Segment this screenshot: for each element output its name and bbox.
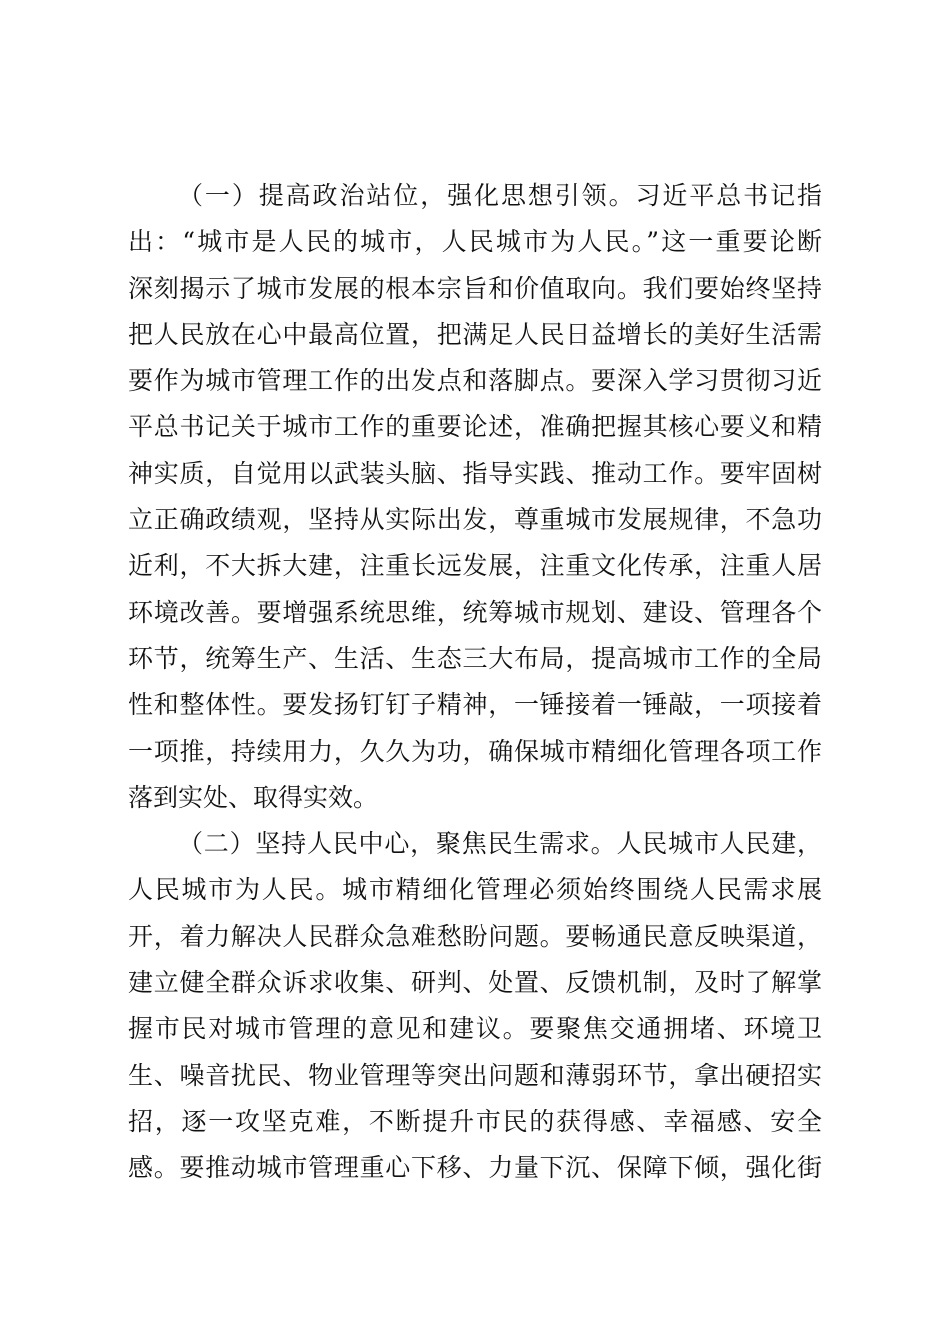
paragraph-line: 建立健全群众诉求收集、研判、处置、反馈机制，及时了解掌	[128, 968, 822, 998]
paragraph-line: 生、噪音扰民、物业管理等突出问题和薄弱环节，拿出硬招实	[128, 1060, 822, 1090]
paragraph-line: 性和整体性。要发扬钉钉子精神，一锤接着一锤敲，一项接着	[128, 690, 822, 720]
paragraph-line: 近利，不大拆大建，注重长远发展，注重文化传承，注重人居	[128, 551, 822, 581]
paragraph-line: 落到实处、取得实效。	[128, 782, 379, 812]
paragraph-line: 开，着力解决人民群众急难愁盼问题。要畅通民意反映渠道，	[128, 921, 822, 951]
paragraph-line: 握市民对城市管理的意见和建议。要聚焦交通拥堵、环境卫	[128, 1014, 822, 1044]
paragraph-line: 招，逐一攻坚克难，不断提升市民的获得感、幸福感、安全	[128, 1106, 822, 1136]
paragraph-2	[128, 821, 822, 1191]
paragraph-line: （一）提高政治站位，强化思想引领。习近平总书记指	[178, 181, 822, 210]
paragraph-line: （二）坚持人民中心，聚焦民生需求。人民城市人民建，	[178, 829, 822, 859]
paragraph-line: 要作为城市管理工作的出发点和落脚点。要深入学习贯彻习近	[128, 366, 822, 396]
paragraph-line: 环境改善。要增强系统思维，统筹城市规划、建设、管理各个	[128, 597, 822, 627]
document-body	[128, 173, 822, 1192]
paragraph-line: 神实质，自觉用以武装头脑、指导实践、推动工作。要牢固树	[128, 458, 822, 488]
paragraph-line: 平总书记关于城市工作的重要论述，准确把握其核心要义和精	[128, 412, 822, 442]
paragraph-line: 感。要推动城市管理重心下移、力量下沉、保障下倾，强化街	[128, 1153, 822, 1183]
paragraph-line: 出：“城市是人民的城市，人民城市为人民。”这一重要论断	[128, 227, 822, 257]
paragraph-line: 环节，统筹生产、生活、生态三大布局，提高城市工作的全局	[128, 643, 822, 673]
paragraph-line: 立正确政绩观，坚持从实际出发，尊重城市发展规律，不急功	[128, 505, 822, 535]
paragraph-line: 一项推，持续用力，久久为功，确保城市精细化管理各项工作	[128, 736, 822, 766]
paragraph-line: 深刻揭示了城市发展的根本宗旨和价值取向。我们要始终坚持	[128, 273, 822, 303]
paragraph-line: 人民城市为人民。城市精细化管理必须始终围绕人民需求展	[128, 875, 822, 905]
paragraph-line: 把人民放在心中最高位置，把满足人民日益增长的美好生活需	[128, 319, 822, 349]
paragraph-1	[128, 173, 822, 821]
